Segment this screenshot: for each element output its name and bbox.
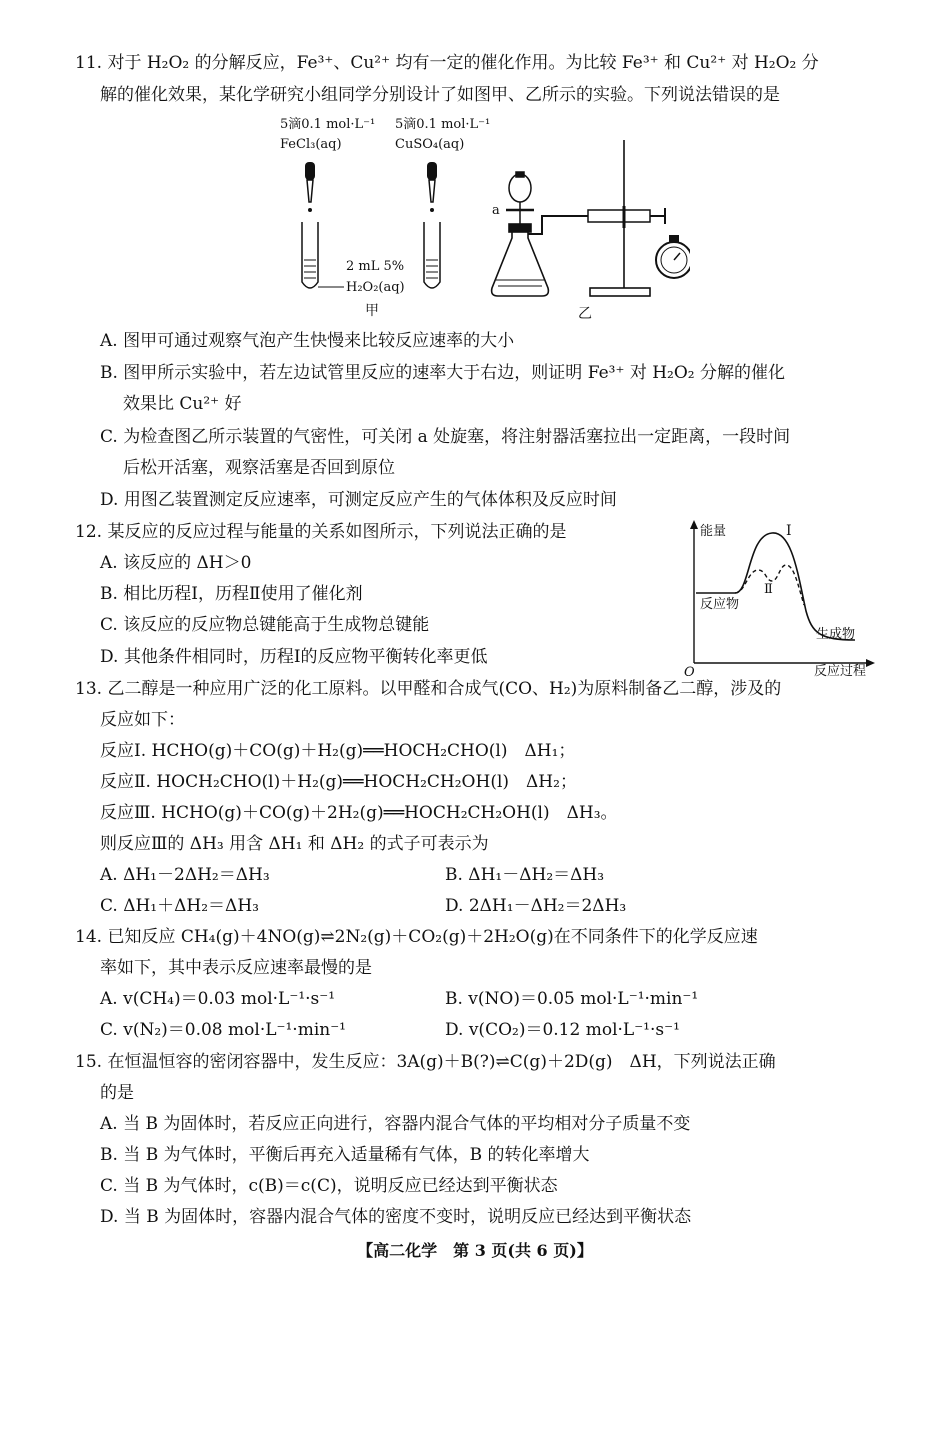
product-label: 生成物 <box>816 627 856 642</box>
q11-stem-line2: 解的催化效果，某化学研究小组同学分别设计了如图甲、乙所示的实验。下列说法错误的是 <box>100 85 780 105</box>
left-dropper-icon <box>305 162 315 212</box>
drop-right-label: 5滴0.1 mol·L⁻¹ <box>395 117 491 132</box>
q13-option-c: C. ΔH₁＋ΔH₂＝ΔH₃ <box>100 896 259 916</box>
q11-option-a: A. 图甲可通过观察气泡产生快慢来比较反应速率的大小 <box>100 331 515 351</box>
q14-option-a: A. v(CH₄)＝0.03 mol·L⁻¹·s⁻¹ <box>100 989 336 1009</box>
separatory-funnel <box>506 172 534 228</box>
path-1-curve <box>696 533 855 640</box>
q13-reaction-1: 反应Ⅰ. HCHO(g)＋CO(g)＋H₂(g)══HOCH₂CHO(l) ΔH₁； <box>100 741 576 761</box>
right-test-tube <box>424 222 440 288</box>
q13-question: 则反应Ⅲ的 ΔH₃ 用含 ΔH₁ 和 ΔH₂ 的式子可表示为 <box>100 834 489 854</box>
q12-stem: 12. 某反应的反应过程与能量的关系如图所示，下列说法正确的是 <box>75 522 567 542</box>
q13-reaction-2: 反应Ⅱ. HOCH₂CHO(l)＋H₂(g)══HOCH₂CH₂OH(l) ΔH₂； <box>100 772 577 792</box>
q15-option-a: A. 当 B 为固体时，若反应正向进行，容器内混合气体的平均相对分子质量不变 <box>100 1114 691 1134</box>
q14-option-b: B. v(NO)＝0.05 mol·L⁻¹·min⁻¹ <box>445 989 699 1009</box>
q15-stem-line1: 15. 在恒温恒容的密闭容器中，发生反应：3A(g)＋B(?)⇌C(g)＋2D(g) ΔH，下列说法正确 <box>75 1052 776 1072</box>
q12-option-d: D. 其他条件相同时，历程Ⅰ的反应物平衡转化率更低 <box>100 647 488 667</box>
q14-option-c: C. v(N₂)＝0.08 mol·L⁻¹·min⁻¹ <box>100 1020 346 1040</box>
q13-option-d: D. 2ΔH₁－ΔH₂＝2ΔH₃ <box>445 896 627 916</box>
q13-option-b: B. ΔH₁－ΔH₂＝ΔH₃ <box>445 865 605 885</box>
gas-syringe <box>588 208 665 224</box>
reactant-label: 反应物 <box>700 597 740 612</box>
x-axis-label: 反应过程 <box>814 664 867 679</box>
q15-option-d: D. 当 B 为固体时，容器内混合气体的密度不变时，说明反应已经达到平衡状态 <box>100 1207 692 1227</box>
q14-stem-line1: 14. 已知反应 CH₄(g)＋4NO(g)⇌2N₂(g)＋CO₂(g)＋2H₂O(g)在不同条件下的化学反应速 <box>75 927 758 947</box>
h2o2-volume-label: 2 mL 5% <box>346 259 405 274</box>
drop-left-label: 5滴0.1 mol·L⁻¹ <box>280 117 376 132</box>
figure-yi-label: 乙 <box>578 306 592 322</box>
stopcock-a-label: a <box>492 203 500 218</box>
q13-reaction-3: 反应Ⅲ. HCHO(g)＋CO(g)＋2H₂(g)══HOCH₂CH₂OH(l) ΔH₃。 <box>100 803 618 823</box>
reagent-left-label: FeCl₃(aq) <box>280 137 342 152</box>
q11-option-c-line1: C. 为检查图乙所示装置的气密性，可关闭 a 处旋塞，将注射器活塞拉出一定距离，一段时间 <box>100 427 791 447</box>
q12-option-c: C. 该反应的反应物总键能高于生成物总键能 <box>100 615 430 635</box>
q11-option-b-line2: 效果比 Cu²⁺ 好 <box>123 394 242 414</box>
q14-option-d: D. v(CO₂)＝0.12 mol·L⁻¹·s⁻¹ <box>445 1020 680 1040</box>
left-test-tube <box>302 222 318 288</box>
q15-option-c: C. 当 B 为气体时，c(B)＝c(C)，说明反应已经达到平衡状态 <box>100 1176 558 1196</box>
origin-label: O <box>684 665 695 680</box>
path-1-label: Ⅰ <box>786 523 792 539</box>
page-footer: 【高二化学 第 3 页(共 6 页)】 <box>357 1241 593 1260</box>
q15-option-b: B. 当 B 为气体时，平衡后再充入适量稀有气体，B 的转化率增大 <box>100 1145 590 1165</box>
q12-option-a: A. 该反应的 ΔH＞0 <box>100 553 252 573</box>
q12-option-b: B. 相比历程Ⅰ，历程Ⅱ使用了催化剂 <box>100 584 363 604</box>
q11-stem-line1: 11. 对于 H₂O₂ 的分解反应，Fe³⁺、Cu²⁺ 均有一定的催化作用。为比较 Fe³⁺ 和 Cu²⁺ 对 H₂O₂ 分 <box>75 53 819 73</box>
h2o2-label: H₂O₂(aq) <box>346 280 405 295</box>
q11-option-b-line1: B. 图甲所示实验中，若左边试管里反应的速率大于右边，则证明 Fe³⁺ 对 H₂O₂ 分解的催化 <box>100 363 786 383</box>
reagent-right-label: CuSO₄(aq) <box>395 137 465 152</box>
q12-energy-diagram <box>680 515 880 680</box>
q11-option-c-line2: 后松开活塞，观察活塞是否回到原位 <box>123 458 395 478</box>
q14-stem-line2: 率如下，其中表示反应速率最慢的是 <box>100 958 372 978</box>
q13-stem-line2: 反应如下： <box>100 710 185 730</box>
q11-option-d: D. 用图乙装置测定反应速率，可测定反应产生的气体体积及反应时间 <box>100 490 617 510</box>
path-2-label: Ⅱ <box>764 582 773 597</box>
q13-stem-line1: 13. 乙二醇是一种应用广泛的化工原料。以甲醛和合成气(CO、H₂)为原料制备乙二醇，涉及的 <box>75 679 782 699</box>
iron-stand <box>590 140 650 296</box>
right-dropper-icon <box>427 162 437 212</box>
q13-option-a: A. ΔH₁－2ΔH₂＝ΔH₃ <box>100 865 270 885</box>
q11-apparatus-figure <box>270 110 690 325</box>
q15-stem-line2: 的是 <box>100 1083 134 1103</box>
figure-jia-label: 甲 <box>365 303 379 319</box>
y-axis-label: 能量 <box>700 524 727 539</box>
stopwatch-icon <box>656 236 690 278</box>
